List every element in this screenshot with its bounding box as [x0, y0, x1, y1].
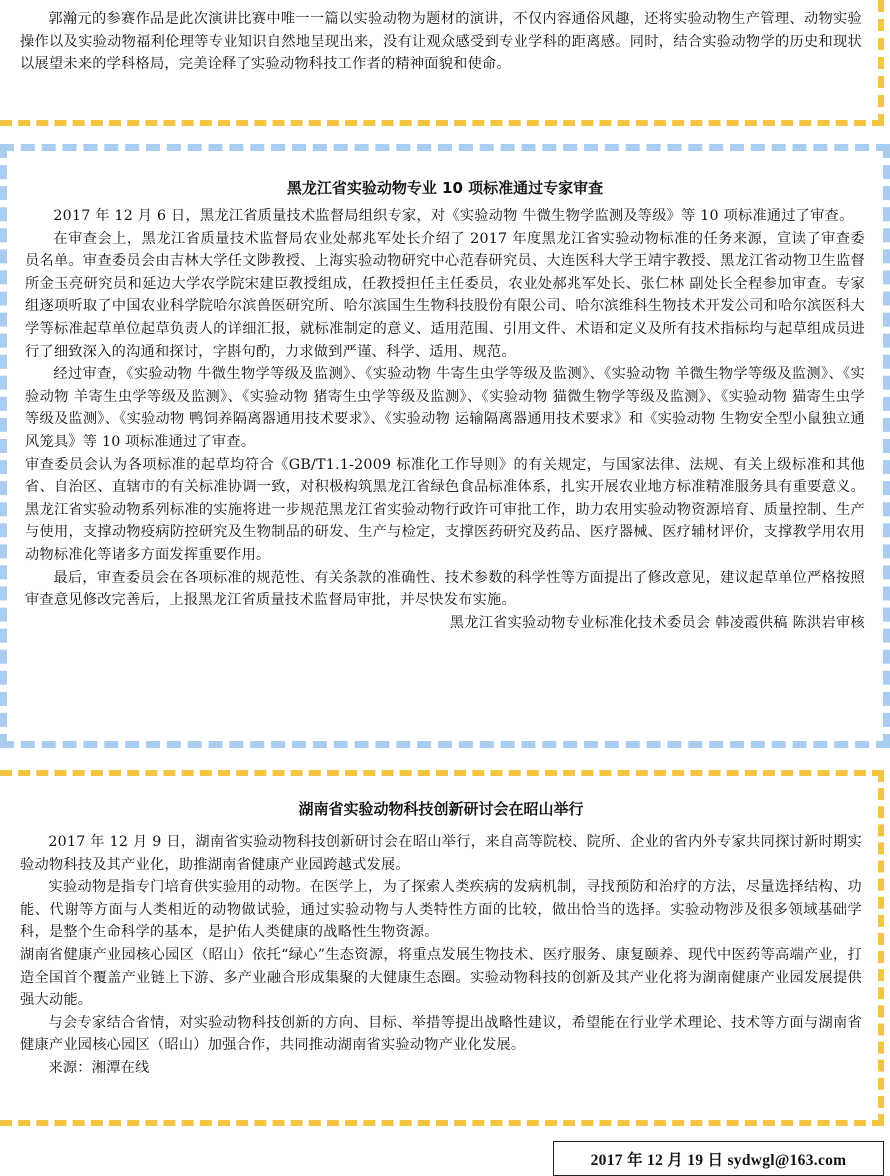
- article-body: [20, 8, 862, 76]
- paragraph: 与会专家结合省情，对实验动物科技创新的方向、目标、举措等提出战略性建议，希望能在行业学术理论、技术等方面与湖南省健康产业园核心园区（昭山）加强合作，共同推动湖南省实验动物产业化发展。: [20, 1014, 862, 1054]
- paragraph: 经过审查，《实验动物 牛微生物学等级及监测》、《实验动物 牛寄生虫学等级及监测》、《实验动物 羊微生物学等级及监测》、《实验动物 羊寄生虫学等级及监测》、《实验动物 猪寄生虫学等级及监测》、《实验动物 猫微生物学等级及监测》、《实验动物 猫寄生虫学等级及监测》、《实验动物 鸭饲养隔离器通用技术要求》、《实验动物 运输隔离器通用技术要求》和《实验动物 生物安全型小鼠独立通风笼具》等 10 项标准通过了审查。: [25, 366, 865, 450]
- heilongjiang-standards-article: [0, 144, 890, 748]
- source-line: 来源：湘潭在线: [48, 1059, 150, 1076]
- hunan-symposium-article: [0, 770, 884, 1126]
- paragraph: 实验动物是指专门培育供实验用的动物。在医学上，为了探索人类疾病的发病机制，寻找预防和治疗的方法，尽量选择结构、功能、代谢等方面与人类相近的动物做试验，通过实验动物与人类特性方面的比较，做出恰当的选择。实验动物涉及很多领域基础学科，是整个生命科学的基本，是护佑人类健康的战略性生物资源。: [20, 879, 862, 941]
- article-title: 黑龙江省实验动物专业 10 项标准通过专家审查: [286, 179, 604, 197]
- article-body: [25, 177, 865, 634]
- footer-date-email: 2017 年 12 月 19 日 sydwgl@163.com: [553, 1141, 884, 1176]
- paragraph: 最后，审查委员会在各项标准的规范性、有关条款的准确性、技术参数的科学性等方面提出了修改意见，建议起草单位严格按照审查意见修改完善后，上报黑龙江省质量技术监督局审批，并尽快发布实施。: [25, 569, 865, 609]
- paragraph: 审查委员会认为各项标准的起草均符合《GB/T1.1-2009 标准化工作导则》的有关规定，与国家法律、法规、有关上级标准和其他省、自治区、直辖市的有关标准协调一致，对积极构筑黑龙江省绿色食品标准体系，扎实开展农业地方标准精准服务具有重要意义。黑龙江省实验动物系列标准的实施将进一步规范黑龙江省实验动物行政许可审批工作，助力农用实验动物资源培育、质量控制、生产与使用，支撑动物疫病防控研究及生物制品的研发、生产与检定，支撑医药研究及药品、医疗器械、医疗辅材评价，支撑教学用农用动物标准化等诸多方面发挥重要作用。: [25, 456, 865, 563]
- paragraph: 2017 年 12 月 9 日，湖南省实验动物科技创新研讨会在昭山举行，来自高等院校、院所、企业的省内外专家共同探讨新时期实验动物科技及其产业化，助推湖南省健康产业园跨越式发展。: [20, 834, 862, 873]
- article-continuation-box: [0, 0, 884, 126]
- paragraph: 湖南省健康产业园核心园区（昭山）依托“绿心”生态资源，将重点发展生物技术、医疗服务、康复颐养、现代中医药等高端产业，打造全国首个覆盖产业链上下游、多产业融合形成集聚的大健康生态圈。实验动物科技的创新及其产业化将为湖南健康产业园发展提供强大动能。: [20, 946, 862, 1009]
- article-title: 湖南省实验动物科技创新研讨会在昭山举行: [298, 800, 584, 818]
- paragraph: 2017 年 12 月 6 日，黑龙江省质量技术监督局组织专家，对《实验动物 牛微生物学监测及等级》等 10 项标准通过了审查。: [53, 208, 854, 224]
- paragraph: 在审查会上，黑龙江省质量技术监督局农业处郝兆军处长介绍了 2017 年度黑龙江省实验动物标准的任务来源，宣读了审查委员名单。审查委员会由吉林大学任文陟教授、上海实验动物研究中心范春研究员、大连医科大学王靖宇教授、黑龙江省动物卫生监督所金玉亮研究员和延边大学农学院宋建臣教授组成，任教授担任主任委员，农业处郝兆军处长、张仁林 副处长全程参加审查。专家组逐项听取了中国农业科学院哈尔滨兽医研究所、哈尔滨国生生物科技股份有限公司、哈尔滨维科生物技术开发公司和哈尔滨医科大学等标准起草单位起草负责人的详细汇报，就标准制定的意义、适用范围、引用文件、术语和定义及所有技术指标均与起草组成员进行了细致深入的沟通和探讨，字斟句酌，力求做到严谨、科学、适用、规范。: [25, 230, 865, 360]
- article-body: [20, 798, 862, 1080]
- article-signature: 黑龙江省实验动物专业标准化技术委员会 韩凌霞供稿 陈洪岩审核: [449, 614, 865, 631]
- paragraph: 郭瀚元的参赛作品是此次演讲比赛中唯一一篇以实验动物为题材的演讲，不仅内容通俗风趣，还将实验动物生产管理、动物实验操作以及实验动物福利伦理等专业知识自然地呈现出来，没有让观众感受到专业学科的距离感。同时，结合实验动物学的历史和现状以展望未来的学科格局，完美诠释了实验动物科技工作者的精神面貌和使命。: [20, 11, 862, 73]
